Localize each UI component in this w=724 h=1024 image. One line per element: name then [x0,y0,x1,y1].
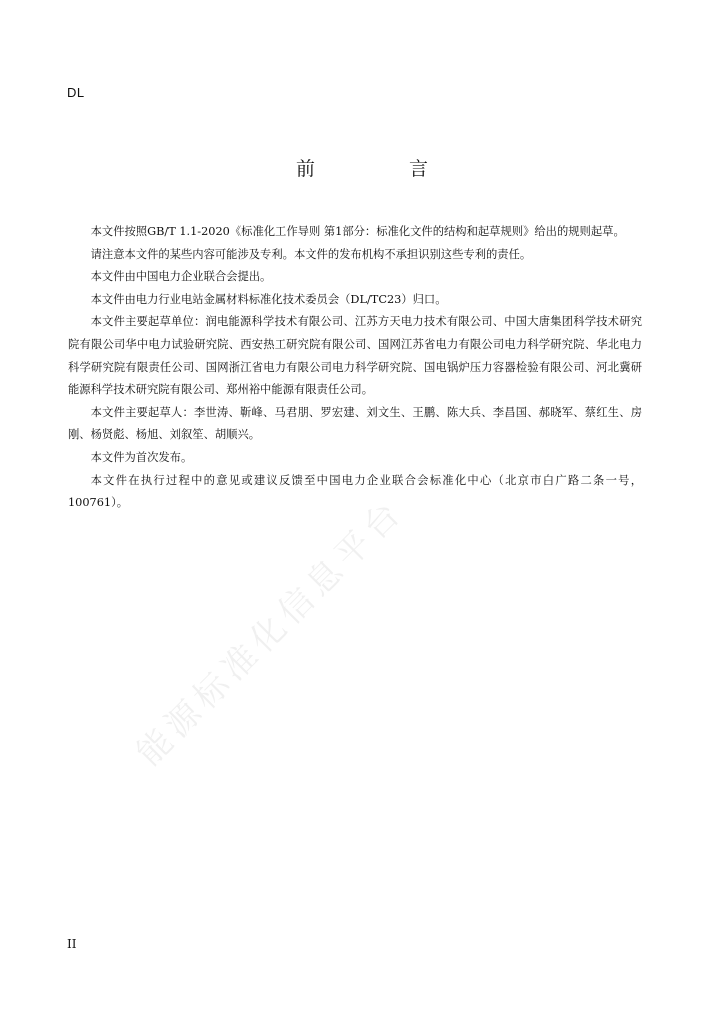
paragraph-first-edition: 本文件为首次发布。 [90,450,193,464]
standard-code-header: DL [67,85,85,100]
watermark-text: 能源标准化信息平台 [129,491,412,774]
paragraph-technical-committee: 本文件由电力行业电站金属材料标准化技术委员会（DL/TC23）归口。 [90,292,447,306]
page-number: II [67,937,77,951]
paragraph-drafting-rules: 本文件按照GB/T 1.1-2020《标准化工作导则 第1部分：标准化文件的结构和起草规则》给出的规则起草。 [90,225,625,238]
paragraph-feedback-contact: 本文件在执行过程中的意见或建议反馈至中国电力企业联合会标准化中心（北京市白广路二条一号，100761）。 [68,473,642,510]
page-title: 前 言 [295,158,473,180]
paragraph-proposer: 本文件由中国电力企业联合会提出。 [90,270,272,284]
paragraph-drafters: 本文件主要起草人：李世涛、靳峰、马君朋、罗宏建、刘文生、王鹏、陈大兵、李昌国、郝晓军、蔡红生、房刚、杨贤彪、杨旭、刘叙笙、胡顺兴。 [68,405,642,442]
foreword-body [68,221,642,515]
paragraph-patent-notice: 请注意本文件的某些内容可能涉及专利。本文件的发布机构不承担识别这些专利的责任。 [90,247,532,261]
paragraph-drafting-organizations: 本文件主要起草单位：润电能源科学技术有限公司、江苏方天电力技术有限公司、中国大唐集团科学技术研究院有限公司华中电力试验研究院、西安热工研究院有限公司、国网江苏省电力有限公司电力科学研究院、华北电力科学研究院有限责任公司、国网浙江省电力有限公司电力科学研究院、国电锅炉压力容器检验有限公司、河北冀研能源科学技术研究院有限公司、郑州裕中能源有限责任公司。 [68,315,642,397]
